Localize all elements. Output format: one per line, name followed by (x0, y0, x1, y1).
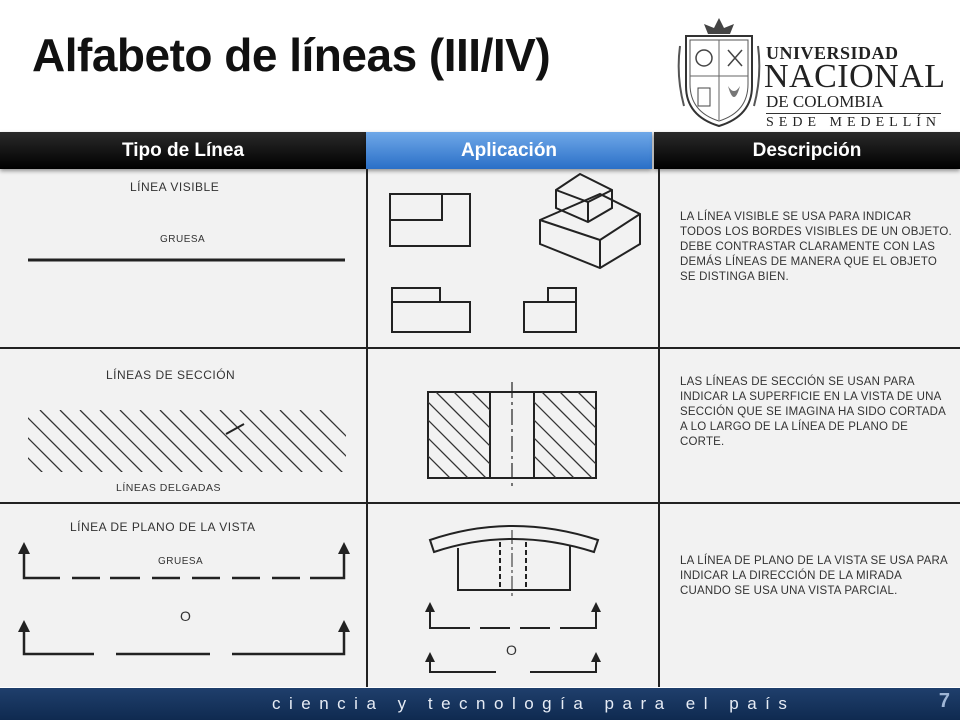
partial-view-object (430, 526, 598, 598)
row3-type-title: LÍNEA DE PLANO DE LA VISTA (70, 520, 256, 534)
viewing-plane-line-2 (24, 628, 344, 654)
logo-line-1: UNIVERSIDAD (766, 43, 899, 63)
row3-type-alt: O (180, 608, 192, 624)
row2-type-label: LÍNEAS DELGADAS (116, 482, 221, 494)
footer-bar (0, 688, 960, 720)
header-aplicacion: Aplicación (366, 132, 652, 169)
row2-description: LAS LÍNEAS DE SECCIÓN SE USAN PARA INDICAR LA SUPERFICIE EN LA VISTA DE UNA SECCIÓN QUE SE IMAGINA HA SIDO CORTADA A LO LARGO DE LA LÍNEA DE PLANO DE CORTE. (680, 376, 946, 448)
logo-line-3: DE COLOMBIA (766, 92, 884, 111)
arrow-up-icon (18, 620, 350, 632)
line-alphabet-table (0, 132, 960, 687)
row3-drawings (0, 132, 960, 687)
logo-line-2: NACIONAL (764, 58, 946, 95)
header-tipo-de-linea: Tipo de Línea (0, 132, 366, 169)
row3-app-alt: O (506, 642, 518, 658)
row3-type-label: GRUESA (158, 556, 204, 567)
row3-description: LA LÍNEA DE PLANO DE LA VISTA SE USA PARA INDICAR LA DIRECCIÓN DE LA MIRADA CUANDO SE USA UNA VISTA PARCIAL. (680, 555, 948, 597)
footer-tagline: ciencia y tecnología para el país (272, 694, 796, 713)
arrow-up-icon (18, 542, 350, 554)
slide-title: Alfabeto de líneas (III/IV) (32, 29, 551, 81)
viewing-plane-line-1 (24, 550, 344, 578)
logo-line-4: SEDE MEDELLÍN (766, 115, 942, 130)
arrow-up-icon (425, 602, 601, 662)
crest-icon (676, 16, 762, 130)
row2-type-title: LÍNEAS DE SECCIÓN (106, 368, 236, 382)
university-logo (676, 16, 946, 130)
row1-type-title: LÍNEA VISIBLE (130, 180, 220, 194)
viewing-plane-line-3 (430, 608, 596, 672)
page-number: 7 (938, 690, 950, 712)
header-descripcion: Descripción (654, 132, 960, 169)
row1-type-label: GRUESA (160, 234, 206, 245)
row1-description: LA LÍNEA VISIBLE SE USA PARA INDICAR TODOS LOS BORDES VISIBLES DE UN OBJETO. DEBE CONTRASTAR CLARAMENTE CON LAS DEMÁS LÍNEAS DE MANERA QUE EL OBJETO SE DISTINGA BIEN. (680, 211, 952, 283)
